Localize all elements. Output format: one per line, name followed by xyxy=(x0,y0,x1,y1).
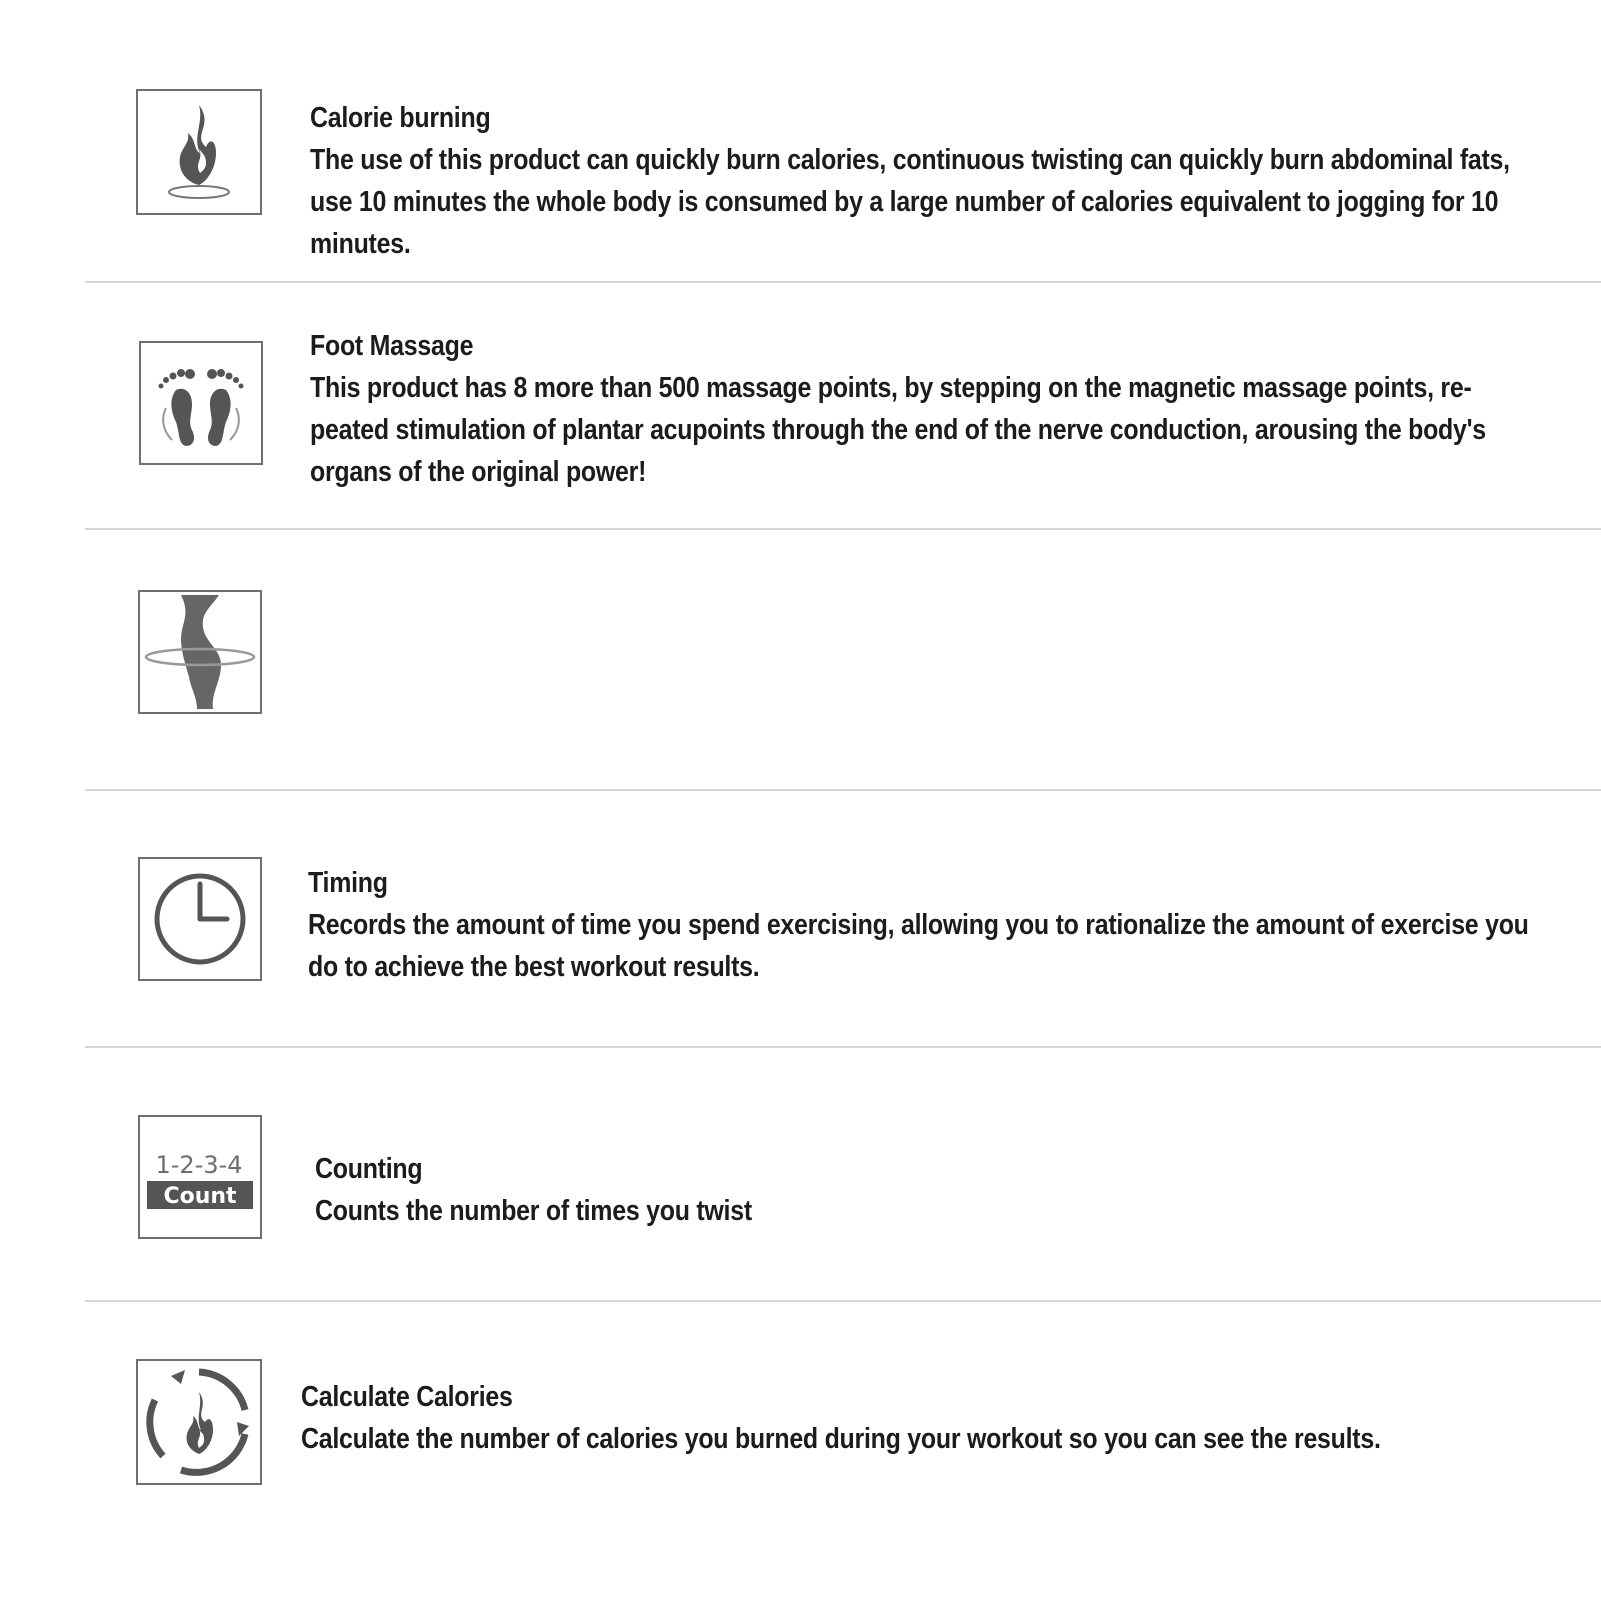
footprints-icon xyxy=(139,341,263,465)
calorie-calculator-icon xyxy=(136,1359,262,1485)
counter-digits: 1-2-3-4 xyxy=(155,1151,243,1179)
feature-description: The use of this product can quickly burn calories, continuous twisting can quickly burn abdominal fats, use 10 minutes the whole body is consumed by a large number of calories equivalent to jogging for 10 minutes. xyxy=(310,144,1510,260)
feature-title: Calorie burning xyxy=(310,102,491,134)
divider xyxy=(85,1300,1601,1302)
feature-description: Counts the number of times you twist xyxy=(315,1195,752,1227)
waist-twist-icon xyxy=(138,590,262,714)
feature-description: Records the amount of time you spend exercising, allowing you to rationalize the amount of exercise you do to achieve the best workout results. xyxy=(308,909,1529,983)
feature-title: Timing xyxy=(308,867,388,899)
feature-title: Counting xyxy=(315,1153,423,1185)
counter-icon xyxy=(138,1115,262,1239)
feature-title: Foot Massage xyxy=(310,330,474,362)
feature-title: Calculate Calories xyxy=(301,1381,513,1413)
feature-counting xyxy=(315,1148,1545,1232)
feature-calculate-calories xyxy=(301,1376,1531,1460)
feature-calorie-burning xyxy=(310,97,1540,265)
flame-icon xyxy=(136,89,262,215)
divider xyxy=(85,528,1601,530)
counter-label: Count xyxy=(163,1184,237,1209)
feature-foot-massage xyxy=(310,325,1540,493)
clock-icon xyxy=(138,857,262,981)
divider xyxy=(85,1046,1601,1048)
feature-timing xyxy=(308,862,1538,988)
feature-description: Calculate the number of calories you burned during your workout so you can see the results. xyxy=(301,1423,1381,1455)
divider xyxy=(85,789,1601,791)
feature-description: This product has 8 more than 500 massage points, by stepping on the magnetic massage points, re- peated stimulation of plantar acupoints through the end of the nerve conduction, arousing the body's organs of the original power! xyxy=(310,372,1486,488)
divider xyxy=(85,281,1601,283)
